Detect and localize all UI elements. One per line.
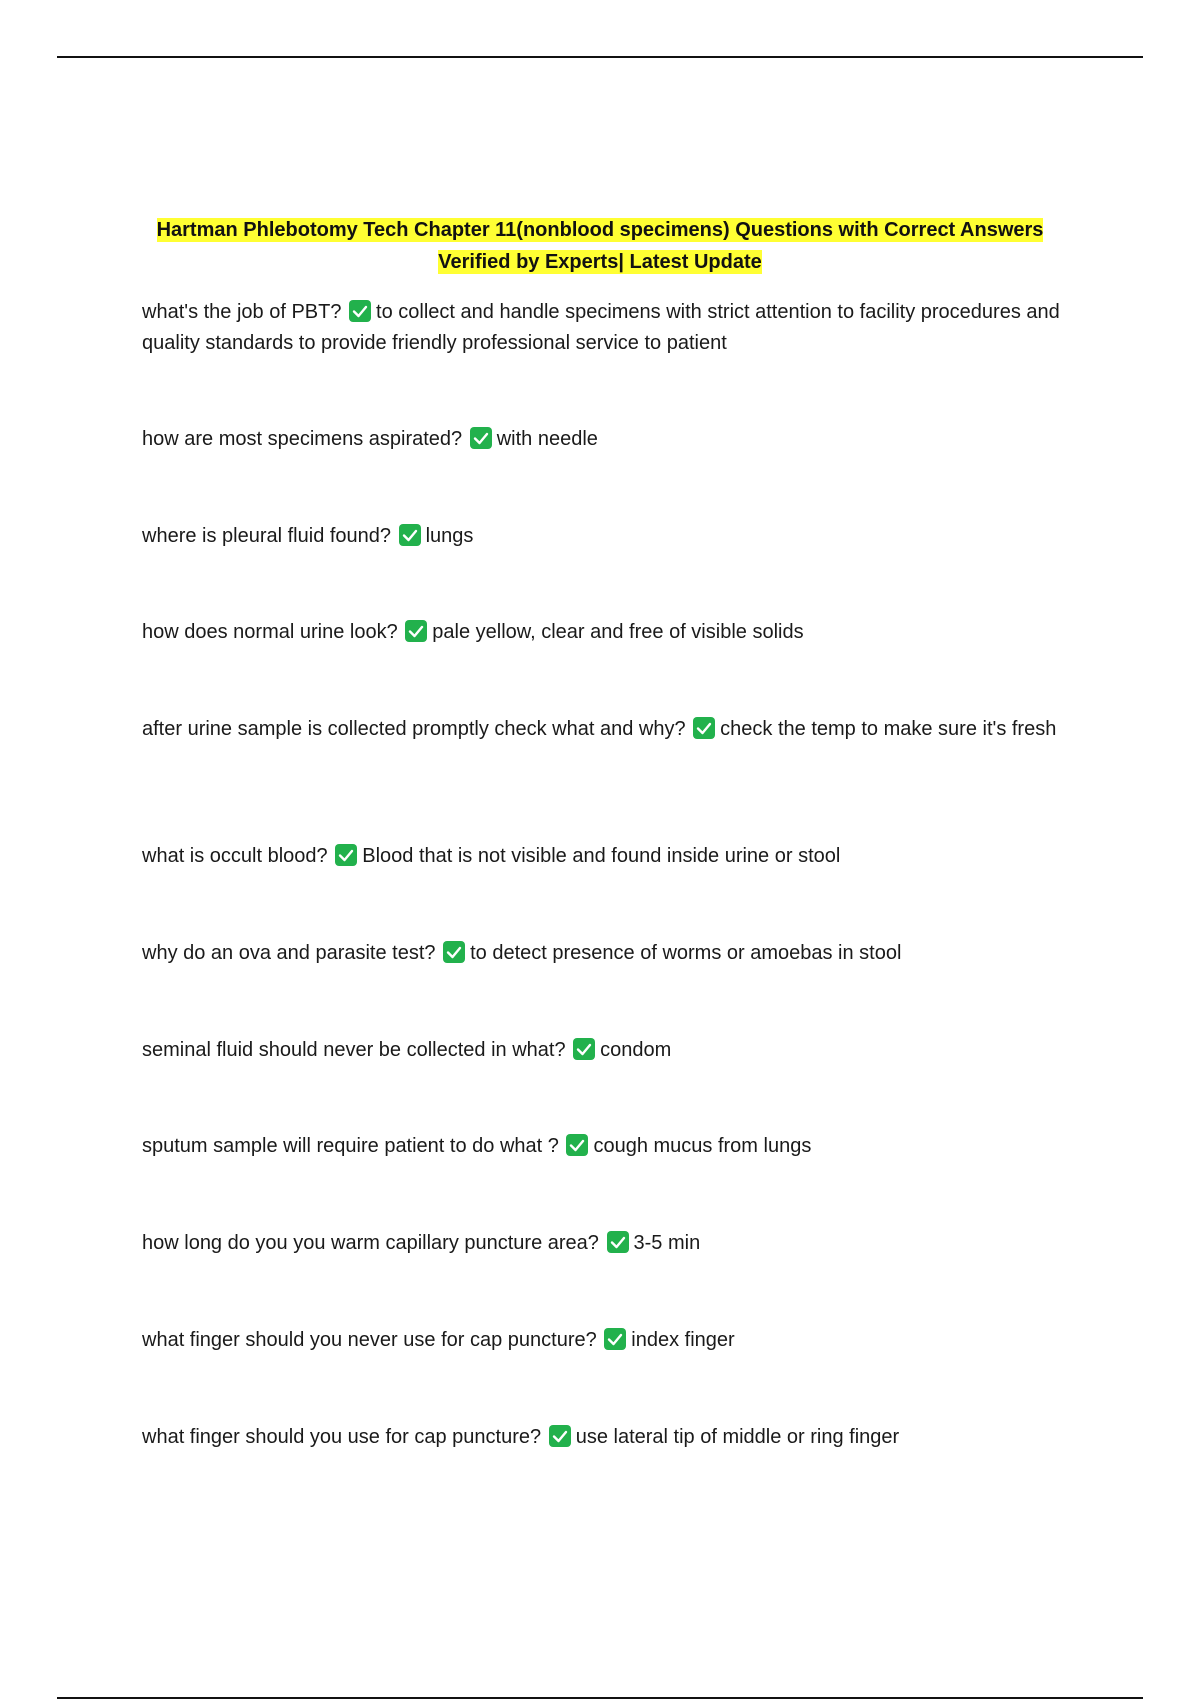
title-line-2: Verified by Experts| Latest Update [438,251,762,273]
qa-item [142,714,1072,745]
check-mark-icon [573,1038,595,1060]
question-text: what is occult blood? [142,845,328,867]
qa-item [142,1131,1072,1162]
title-line-1: Hartman Phlebotomy Tech Chapter 11(nonblood specimens) Questions with Correct Answers [156,219,1044,241]
qa-item [142,617,1072,648]
qa-item [142,841,1072,872]
bottom-divider [57,1697,1143,1699]
answer-text: pale yellow, clear and free of visible solids [432,621,804,643]
answer-text: Blood that is not visible and found inside urine or stool [362,845,841,867]
answer-text: to collect and handle specimens with strict attention to facility procedures and quality standards to provide friendly professional service to patient [142,301,1060,354]
question-text: why do an ova and parasite test? [142,942,436,964]
check-mark-icon [607,1231,629,1253]
answer-text: condom [600,1039,672,1061]
check-mark-icon [566,1134,588,1156]
check-mark-icon [693,717,715,739]
qa-item [142,424,1072,455]
qa-item [142,1228,1072,1259]
qa-item [142,938,1072,969]
check-mark-icon [349,300,371,322]
answer-text: lungs [425,525,474,547]
check-mark-icon [399,524,421,546]
answer-text: 3-5 min [633,1232,701,1254]
answer-text: to detect presence of worms or amoebas in stool [470,942,902,964]
question-text: what's the job of PBT? [142,301,342,323]
qa-item [142,521,1072,552]
answer-text: index finger [631,1329,735,1351]
question-text: how long do you you warm capillary puncture area? [142,1232,599,1254]
check-mark-icon [470,427,492,449]
answer-text: cough mucus from lungs [593,1135,812,1157]
answer-text: with needle [496,428,598,450]
question-text: what finger should you use for cap puncture? [142,1426,542,1448]
question-text: sputum sample will require patient to do what ? [142,1135,559,1157]
question-text: what finger should you never use for cap puncture? [142,1329,597,1351]
top-divider [57,56,1143,58]
qa-item [142,297,1072,359]
document-title [130,214,1070,278]
check-mark-icon [604,1328,626,1350]
check-mark-icon [443,941,465,963]
qa-item [142,1422,1072,1453]
answer-text: check the temp to make sure it's fresh [720,718,1057,740]
qa-item [142,1035,1072,1066]
check-mark-icon [549,1425,571,1447]
question-text: seminal fluid should never be collected in what? [142,1039,566,1061]
check-mark-icon [335,844,357,866]
check-mark-icon [405,620,427,642]
question-text: where is pleural fluid found? [142,525,392,547]
question-text: how does normal urine look? [142,621,398,643]
qa-item [142,1325,1072,1356]
question-text: how are most specimens aspirated? [142,428,463,450]
answer-text: use lateral tip of middle or ring finger [575,1426,900,1448]
question-text: after urine sample is collected promptly check what and why? [142,718,686,740]
